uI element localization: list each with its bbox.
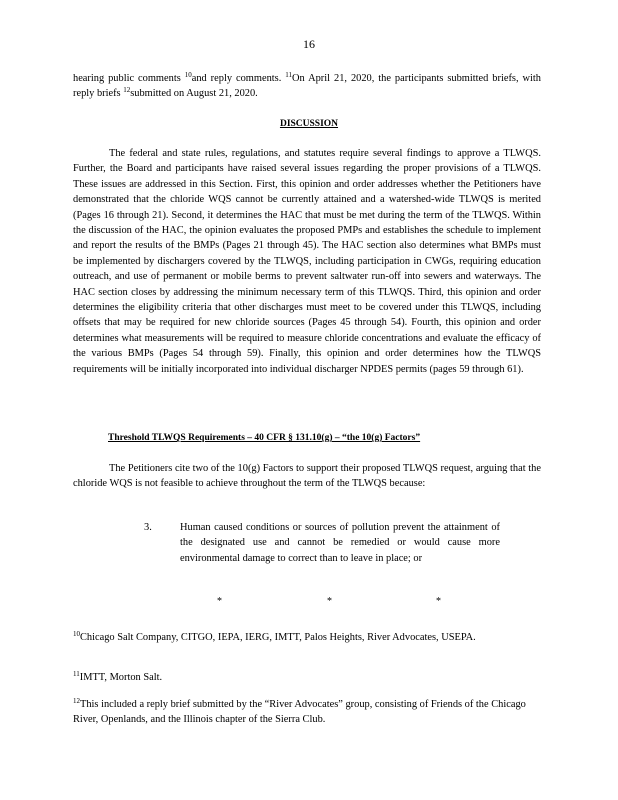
footnote-ref-12: 12 xyxy=(123,86,131,95)
footnote-text: This included a reply brief submitted by the “River Advocates” group, consisting of Friends of the Chicago River, Openlands, and the Illinois chapter of the Sierra Club. xyxy=(73,699,526,726)
page-number: 16 xyxy=(303,37,315,51)
list-item-text: Human caused conditions or sources of pollution prevent the attainment of the designated use and cannot be remedied or would cause more environmental damage to correct than to leave in place; or xyxy=(180,522,500,564)
list-item-number: 3. xyxy=(144,522,152,533)
intro-text-1: hearing public comments xyxy=(73,73,185,84)
omission-star: * xyxy=(327,596,332,607)
omission-star: * xyxy=(217,596,222,607)
intro-paragraph xyxy=(73,71,541,102)
footnote-marker: 10 xyxy=(73,630,80,638)
footnote-10 xyxy=(73,630,541,645)
intro-text-4: submitted on August 21, 2020. xyxy=(130,88,258,100)
intro-text-3: On April 21, 2020, the participants submitted briefs, with reply briefs xyxy=(73,73,541,100)
intro-text-2: and reply comments. xyxy=(191,73,286,84)
footnote-text: Chicago Salt Company, CITGO, IEPA, IERG, IMTT, Palos Heights, River Advocates, USEPA. xyxy=(80,632,476,643)
footnote-marker: 11 xyxy=(73,670,80,678)
footnote-ref-11: 11 xyxy=(285,71,293,79)
omission-star: * xyxy=(436,596,441,607)
discussion-heading: DISCUSSION xyxy=(279,119,339,129)
footnote-marker: 12 xyxy=(73,697,80,705)
footnote-text: IMTT, Morton Salt. xyxy=(79,672,163,683)
threshold-heading: Threshold TLWQS Requirements – 40 CFR § 131.10(g) – “the 10(g) Factors” xyxy=(108,433,421,443)
footnote-12 xyxy=(73,697,541,728)
footnote-11 xyxy=(73,670,541,685)
omission-stars xyxy=(0,596,618,610)
discussion-paragraph: The federal and state rules, regulations, and statutes require several findings to approve a TLWQS. Further, the Board and participants have raised several issues regarding the proper provisions of a TLWQS. These issues are addressed in this Section. First, this opinion and order addresses whether the Petitioners have demonstrated that the chloride WQS cannot be currently attained and a watershed-wide TLWQS is merited (Pages 16 through 21). Second, it determines the HAC that must be met during the term of the TLWQS. Within the discussion of the HAC, the opinion evaluates the proposed PMPs and establishes the schedule to implement and report the results of the BMPs (Pages 21 through 45). The HAC section also determines what BMPs must be implemented by dischargers covered by the TLWQS, including participation in CWGs, requiring education outreach, and use of permanent or mobile berms to prevent saltwater run-off into sewers and waterways. The HAC section closes by addressing the minimum necessary term of this TLWQS. Third, this opinion and order determines the eligibility criteria that other discharges must meet to be covered under this TLWQS, including offsets that may be required for new chloride sources (Pages 45 through 54). Fourth, this opinion and order determines what measurements will be required to measure chloride concentrations and evaluate the efficacy of the various BMPs (Pages 54 through 59). Finally, this opinion and order determines how the TLWQS requirements will be initially incorporated into individual discharger NPDES permits (pages 59 through 61). xyxy=(73,148,541,375)
footnote-ref-10: 10 xyxy=(184,71,192,79)
petitioners-paragraph: The Petitioners cite two of the 10(g) Factors to support their proposed TLWQS request, arguing that the chloride WQS is not feasible to achieve throughout the term of the TLWQS because: xyxy=(73,463,541,490)
